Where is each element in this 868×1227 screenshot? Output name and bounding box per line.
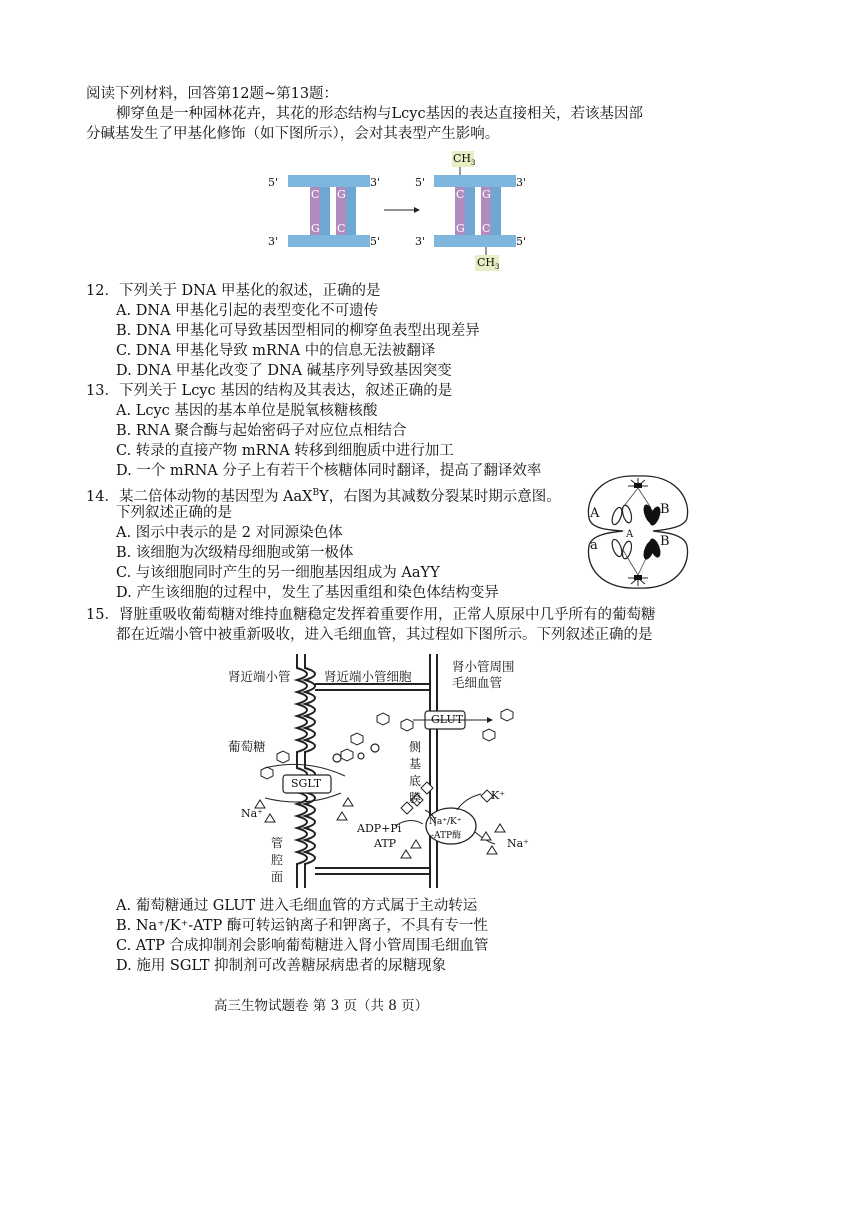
dna-strand-top-left <box>288 175 370 187</box>
q12-option-a[interactable]: A. DNA 甲基化引起的表型变化不可遗传 <box>116 303 379 319</box>
methyl-label-top: $CH_3$ <box>453 152 476 168</box>
label-3prime-tr: 3' <box>516 176 527 189</box>
label-pump-2: -ATP酶 <box>431 831 462 841</box>
q13-option-c[interactable]: C. 转录的直接产物 mRNA 转移到细胞质中进行加工 <box>116 443 454 459</box>
q14-option-d[interactable]: D. 产生该细胞的过程中，发生了基因重组和染色体结构变异 <box>116 585 499 601</box>
allele-B-top: B <box>660 502 670 517</box>
label-glut: GLUT <box>431 713 464 726</box>
label-sglt: SGLT <box>291 777 322 790</box>
label-5prime-tr: 5' <box>415 176 426 189</box>
label-na-lumen: Na⁺ <box>241 807 263 820</box>
q15-option-b[interactable]: B. Na⁺/K⁺-ATP 酶可转运钠离子和钾离子，不具有专一性 <box>116 918 488 934</box>
label-tubule-cell: 肾近端小管细胞 <box>324 669 412 684</box>
dna-methylation-figure <box>262 148 542 274</box>
q12-option-c[interactable]: C. DNA 甲基化导致 mRNA 中的信息无法被翻译 <box>116 343 436 359</box>
base-c: C <box>482 222 491 235</box>
label-3prime-bl: 3' <box>268 235 279 248</box>
q13-option-d[interactable]: D. 一个 mRNA 分子上有若干个核糖体同时翻译，提高了翻译效率 <box>116 463 542 479</box>
q13-option-a[interactable]: A. Lcyc 基因的基本单位是脱氧核糖核酸 <box>116 403 378 419</box>
cell-membrane <box>588 476 687 588</box>
label-5prime-tl: 5' <box>268 176 279 189</box>
dna-strand-top-right <box>434 175 516 187</box>
base-g: G <box>456 222 465 235</box>
label-capillary-1: 肾小管周围 <box>452 659 515 674</box>
q12-option-b[interactable]: B. DNA 甲基化可导致基因型相同的柳穿鱼表型出现差异 <box>116 323 480 339</box>
label-atp: ATP <box>374 837 397 850</box>
q15-stem-2: 都在近端小管中被重新吸收，进入毛细血管，其过程如下图所示。下列叙述正确的是 <box>116 627 653 643</box>
q12-stem: 12．下列关于 DNA 甲基化的叙述，正确的是 <box>86 283 381 299</box>
allele-A-top: A <box>590 506 600 521</box>
label-lumen-side: 管 腔 面 <box>271 836 284 884</box>
label-adp-pi: ADP+Pi <box>357 822 402 835</box>
base-c: C <box>311 188 320 201</box>
q15-stem: 15．肾脏重吸收葡萄糖对维持血糖稳定发挥着重要作用，正常人原尿中几乎所有的葡萄糖 <box>86 607 656 623</box>
label-3prime-tl: 3' <box>370 176 381 189</box>
label-basolateral: 侧 基 底 膜 <box>409 740 422 805</box>
label-5prime-bl: 5' <box>370 235 381 248</box>
dna-strand-bottom-right <box>434 235 516 247</box>
label-pump-1: Na⁺/K⁺ <box>429 817 462 827</box>
label-k: K⁺ <box>491 789 506 802</box>
material-line-2: 分碱基发生了甲基化修饰（如下图所示），会对其表型产生影响。 <box>86 126 500 142</box>
reading-instruction: 阅读下列材料，回答第12题~第13题： <box>86 86 339 102</box>
q14-option-a[interactable]: A. 图示中表示的是 2 对同源染色体 <box>116 525 343 541</box>
label-proximal-tubule: 肾近端小管 <box>228 669 291 684</box>
q14-stem-2: 下列叙述正确的是 <box>116 505 232 521</box>
chromosome-white <box>610 506 624 526</box>
q15-option-c[interactable]: C. ATP 合成抑制剂会影响葡萄糖进入肾小管周围毛细血管 <box>116 938 489 954</box>
q13-option-b[interactable]: B. RNA 聚合酶与起始密码子对应位点相结合 <box>116 423 407 439</box>
label-5prime-br: 5' <box>516 235 527 248</box>
base-g: G <box>482 188 491 201</box>
allele-B-bottom: B <box>660 534 670 549</box>
q14-option-b[interactable]: B. 该细胞为次级精母细胞或第一极体 <box>116 545 354 561</box>
dna-strand-bottom-left <box>288 235 370 247</box>
methyl-label-bottom: $CH_3$ <box>477 256 500 272</box>
label-capillary-2: 毛细血管 <box>452 675 503 690</box>
label-glucose: 葡萄糖 <box>228 739 266 754</box>
material-line-1: 柳穿鱼是一种园林花卉，其花的形态结构与Lcyc基因的表达直接相关，若该基因部 <box>116 106 644 122</box>
q15-option-a[interactable]: A. 葡萄糖通过 GLUT 进入毛细血管的方式属于主动转运 <box>116 898 478 914</box>
q12-option-d[interactable]: D. DNA 甲基化改变了 DNA 碱基序列导致基因突变 <box>116 363 452 379</box>
base-g: G <box>311 222 320 235</box>
allele-a: a <box>590 538 598 553</box>
base-c: C <box>337 222 346 235</box>
q13-stem: 13．下列关于 Lcyc 基因的结构及其表达，叙述正确的是 <box>86 383 453 399</box>
q14-option-c[interactable]: C. 与该细胞同时产生的另一细胞基因组成为 AaYY <box>116 565 440 581</box>
page-footer: 高三生物试题卷 第 3 页（共 8 页） <box>214 998 429 1014</box>
q15-option-d[interactable]: D. 施用 SGLT 抑制剂可改善糖尿病患者的尿糖现象 <box>116 958 447 974</box>
meiosis-cell-figure <box>583 470 693 592</box>
q14-stem: 14．某二倍体动物的基因型为 AaX$^B$Y，右图为其减数分裂某时期示意图。 <box>86 488 561 505</box>
allele-A-mid: A <box>626 529 634 540</box>
label-na-blood: Na⁺ <box>507 837 529 850</box>
base-c: C <box>456 188 465 201</box>
label-3prime-br: 3' <box>415 235 426 248</box>
base-g: G <box>337 188 346 201</box>
